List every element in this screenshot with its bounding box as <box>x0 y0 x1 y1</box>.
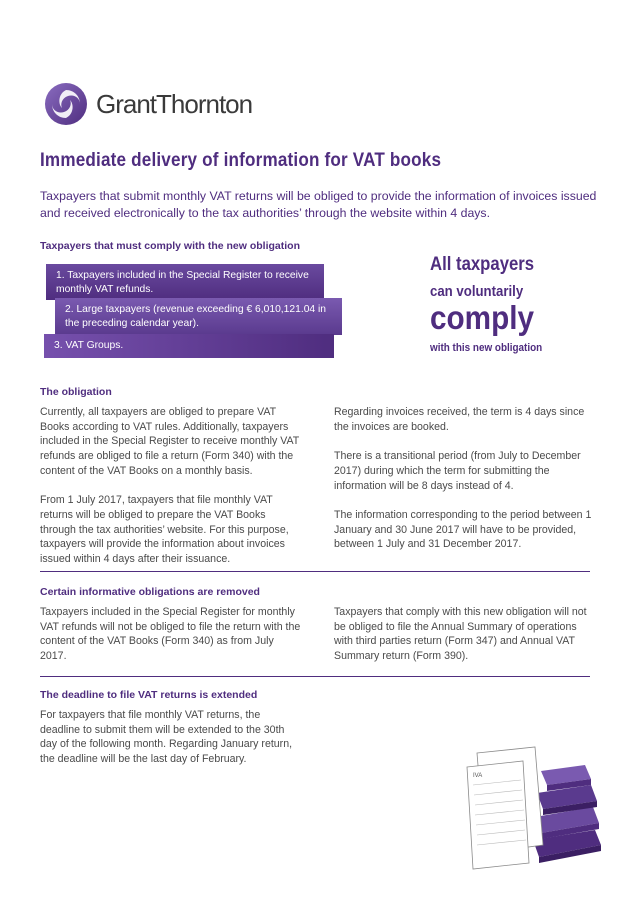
removed-left-text: Taxpayers included in the Special Register for monthly VAT refunds will not be obliged to file the return with the content of the VAT Books (Form 340) as from July 2017. <box>40 606 301 663</box>
page-title: Immediate delivery of information for VAT books <box>40 150 442 171</box>
ribbon-item-2: 2. Large taxpayers (revenue exceeding € 6,010,121.04 in the preceding calendar year). <box>55 298 342 335</box>
removed-right-text: Taxpayers that comply with this new obligation will not be obliged to file the Annual Summary of operations with third parties return (Form 347) and Annual VAT Summary return (Form 390). <box>334 606 587 663</box>
divider <box>40 676 590 677</box>
callout-line-1: All taxpayers <box>430 254 535 275</box>
ribbon-item-1: 1. Taxpayers included in the Special Register to receive monthly VAT refunds. <box>46 264 324 300</box>
callout-line-4: with this new obligation <box>430 342 543 354</box>
ribbon-item-3: 3. VAT Groups. <box>44 334 334 358</box>
books-with-forms-icon <box>455 745 605 870</box>
deadline-heading: The deadline to file VAT returns is extended <box>40 689 258 701</box>
obligation-left-column <box>40 405 302 581</box>
grant-thornton-logo-icon <box>44 82 88 126</box>
obligation-right-para-3: The information corresponding to the period between 1 January and 30 June 2017 will have to be provided, between 1 July and 31 December 2017. <box>334 508 592 551</box>
obligation-right-column <box>334 405 596 567</box>
divider <box>40 571 590 572</box>
removed-heading: Certain informative obligations are removed <box>40 586 260 598</box>
lead-paragraph: Taxpayers that submit monthly VAT returns will be obliged to provide the information of invoices issued and received electronically to the tax authorities’ through the website within 4 days. <box>40 189 597 220</box>
brand-name: GrantThornton <box>96 88 253 119</box>
obligation-right-para-1: Regarding invoices received, the term is 4 days since the invoices are booked. <box>334 406 585 433</box>
callout-line-3: comply <box>430 299 534 336</box>
deadline-text: For taxpayers that file monthly VAT returns, the deadline to submit them will be extended to the 30th day of the following month. Regarding January return, the deadline will be the last day of February. <box>40 709 293 766</box>
obligation-heading: The obligation <box>40 386 112 398</box>
form-label: IVA <box>473 773 483 779</box>
brand-logo <box>44 82 252 126</box>
obligation-right-para-2: There is a transitional period (from July to December 2017) during which the term for submitting the information will be 8 days instead of 4. <box>334 450 581 492</box>
obligation-left-para-1: Currently, all taxpayers are obliged to prepare VAT Books according to VAT rules. Additionally, taxpayers included in the Special Register to receive monthly VAT refunds are obliged to file a return (Form 340) with the content of the VAT Books on a monthly basis. <box>40 406 300 477</box>
comply-heading: Taxpayers that must comply with the new obligation <box>40 240 301 252</box>
obligation-left-para-2: From 1 July 2017, taxpayers that file monthly VAT returns will be obliged to prepare the VAT Books through the tax authorities’ website. For this purpose, taxpayers will provide the information about invoices issued within 4 days after their issuance. <box>40 494 289 566</box>
callout-line-2: can voluntarily <box>430 283 524 300</box>
voluntary-callout <box>430 254 580 355</box>
